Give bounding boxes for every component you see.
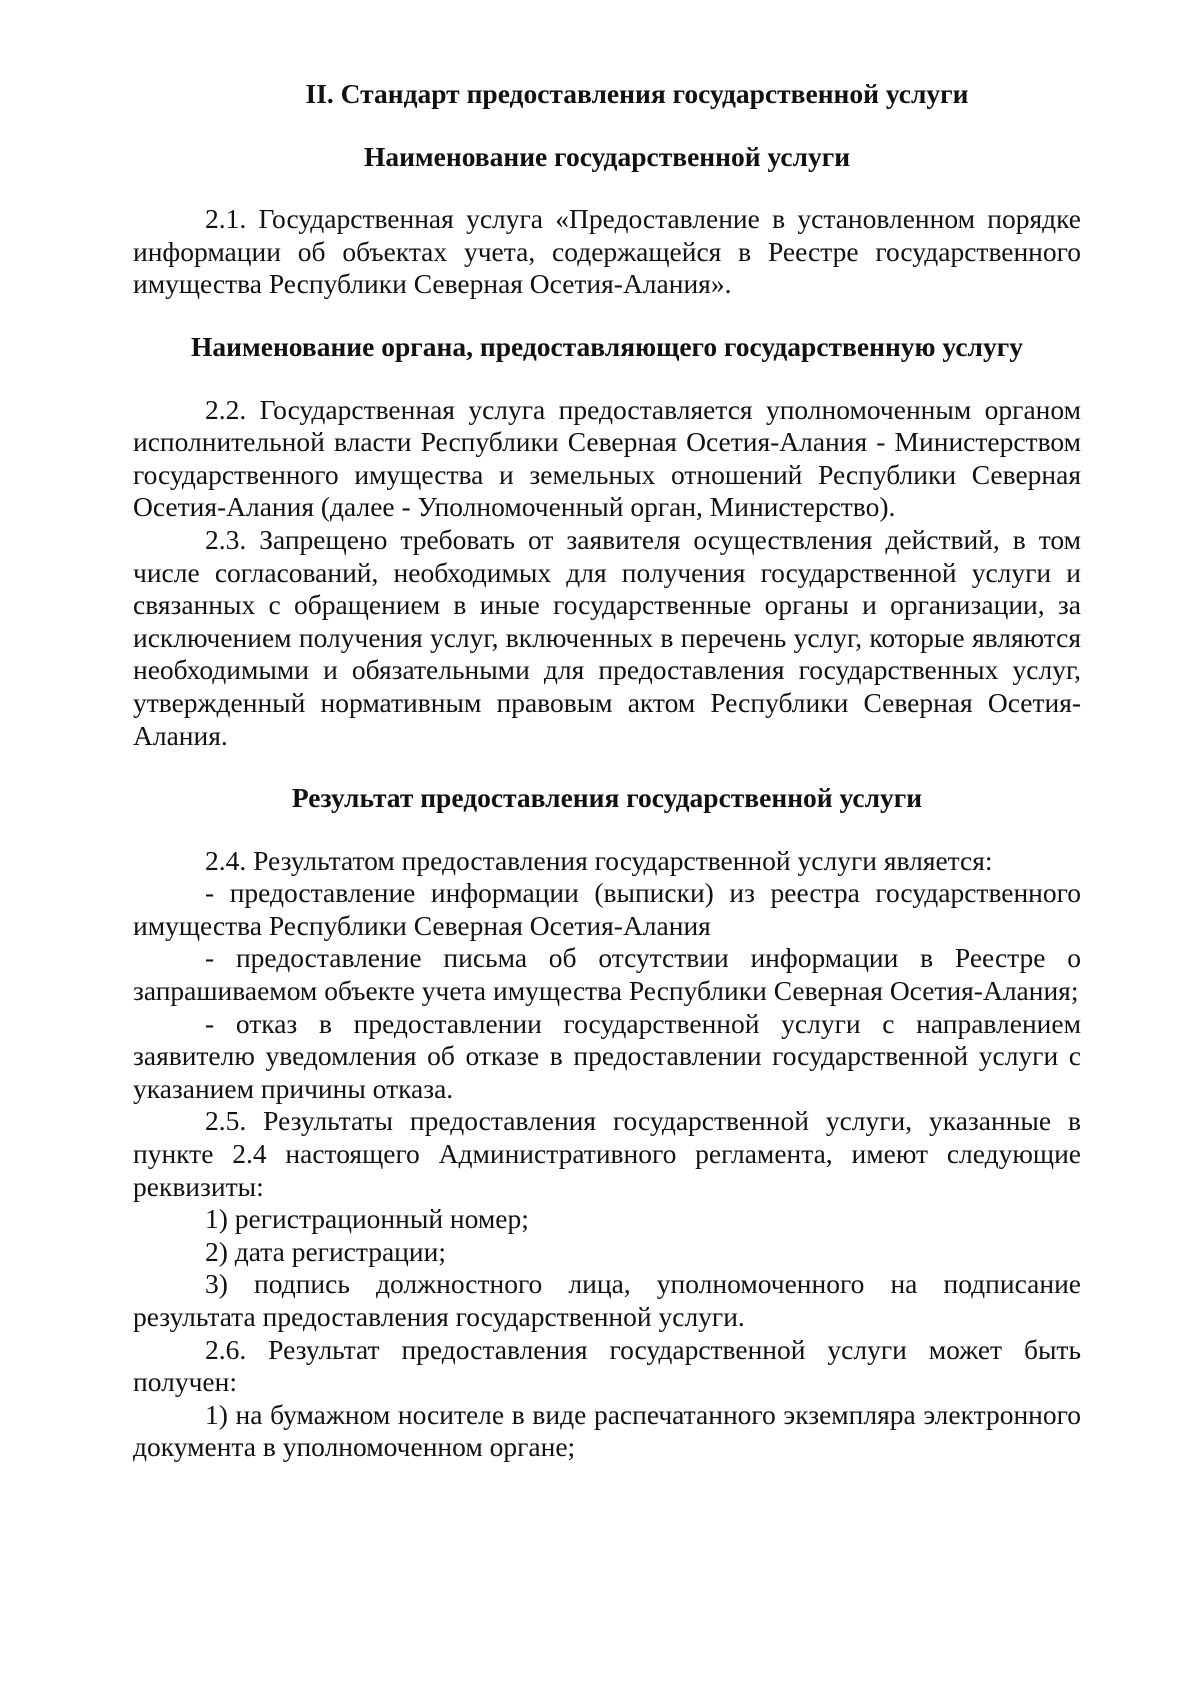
list-item-refusal: - отказ в предоставлении государственной услуги с направлением заявителю уведомления об отказе в предоставлении государственной услуги с указанием причины отказа. [133,1007,1081,1104]
list-item-registration-date: 2) дата регистрации; [205,1235,446,1267]
paragraph-2-3: 2.3. Запрещено требовать от заявителя осуществления действий, в том числе согласований, необходимых для получения государственной услуги и связанных с обращением в иные государственные органы и организации, за исключением получения услуг, включенных в перечень услуг, которые являются необходимыми и обязательными для предоставления государственных услуг, утвержденный нормативным правовым актом Республики Северная Осетия-Алания. [133,523,1081,751]
list-item-signature: 3) подпись должностного лица, уполномоченного на подписание результата предоставления государственной услуги. [133,1268,1081,1332]
list-item-letter: - предоставление письма об отсутствии информации в Реестре о запрашиваемом объекте учета имущества Республики Северная Осетия-Алания; [133,942,1081,1007]
section-authority-name [133,331,1081,752]
section-heading: Наименование государственной услуги [363,140,851,172]
document-page [133,78,1081,1464]
paragraph-2-5: 2.5. Результаты предоставления государственной услуги, указанные в пункте 2.4 настоящего Административного регламента, имеют следующие реквизиты: [133,1105,1081,1202]
paragraph-2-6: 2.6. Результат предоставления государственной услуги может быть получен: [133,1333,1081,1398]
section-heading: Результат предоставления государственной услуги [291,782,923,814]
section-service-name [133,141,1081,301]
list-item-extract: - предоставление информации (выписки) из реестра государственного имущества Республики Северная Осетия-Алания [133,877,1081,941]
section-heading: Наименование органа, предоставляющего государственную услугу [191,330,1023,362]
section-service-result [133,782,1081,1464]
paragraph-2-2: 2.2. Государственная услуга предоставляется уполномоченным органом исполнительной власти Республики Северная Осетия-Алания - Министерством государственного имущества и земельных отношений Республики Северная Осетия-Алания (далее - Уполномоченный орган, Министерство). [133,393,1081,523]
paragraph-2-1: 2.1. Государственная услуга «Предоставление в установленном порядке информации об объектах учета, содержащейся в Реестре государственного имущества Республики Северная Осетия-Алания». [133,203,1081,300]
list-item-paper-copy: 1) на бумажном носителе в виде распечатанного экземпляра электронного документа в уполномоченном органе; [133,1398,1081,1463]
list-item-registration-number: 1) регистрационный номер; [205,1203,529,1235]
document-title: II. Стандарт предоставления государственной услуги [305,78,969,109]
paragraph-2-4: 2.4. Результатом предоставления государственной услуги является: [205,844,993,876]
